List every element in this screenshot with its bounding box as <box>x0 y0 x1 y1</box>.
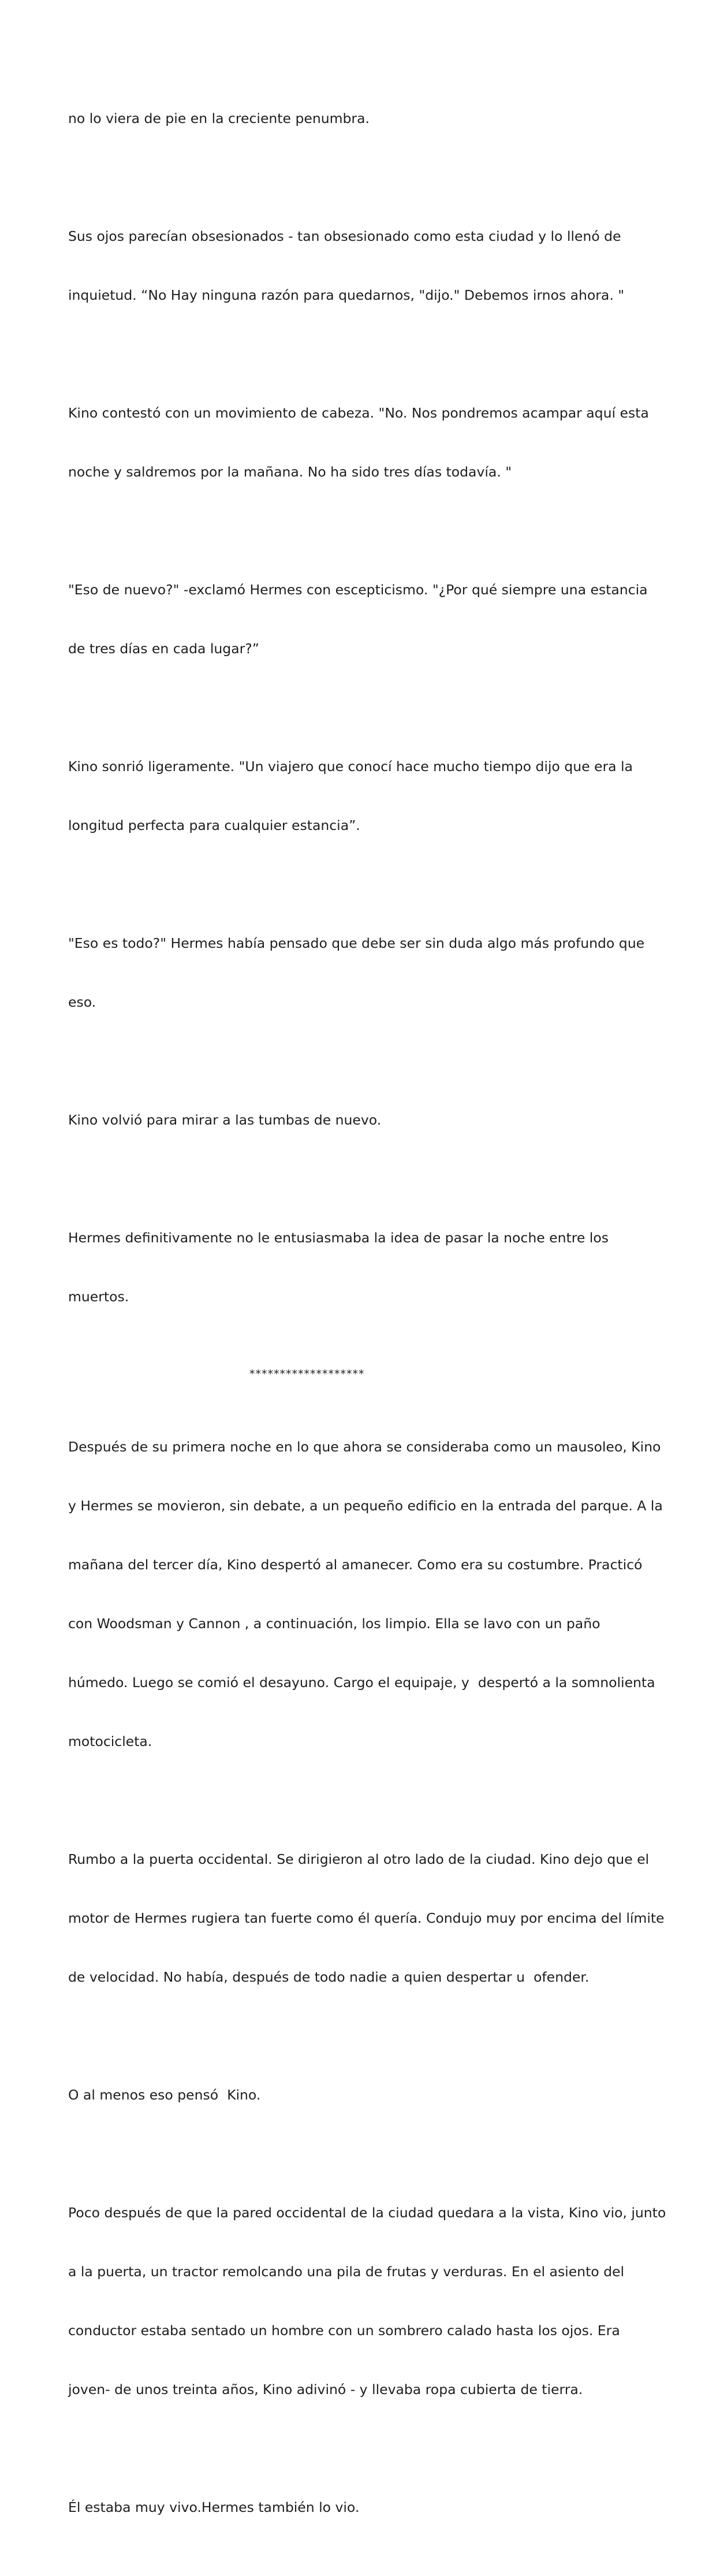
text-line: "Eso de nuevo?" -exclamó Hermes con escepticismo. "¿Por qué siempre una estancia <box>68 582 648 598</box>
text-line: de velocidad. No había, después de todo nadie a quien despertar u ofender. <box>68 1969 590 1985</box>
text-line: con Woodsman y Cannon , a continuación, los limpio. Ella se lavo con un paño <box>68 1615 601 1632</box>
paragraph <box>68 2458 657 2556</box>
text-line: y Hermes se movieron, sin debate, a un pequeño edificio en la entrada del parque. A la <box>68 1498 663 1514</box>
text-line: inquietud. “No Hay ninguna razón para quedarnos, "dijo." Debemos irnos ahora. " <box>68 287 625 303</box>
text-line: no lo viera de pie en la creciente penumbra. <box>68 110 370 126</box>
paragraph <box>68 894 657 1051</box>
paragraph <box>68 1071 657 1169</box>
text-line: de tres días en cada lugar?” <box>68 641 259 657</box>
text-line: longitud perfecta para cualquier estancia”. <box>68 817 360 833</box>
text-line: O al menos eso pensó Kino. <box>68 2087 261 2103</box>
paragraph <box>68 187 657 344</box>
paragraph <box>68 2046 657 2144</box>
text-line: Después de su primera noche en lo que ahora se consideraba como un mausoleo, Kino <box>68 1439 661 1455</box>
paragraph <box>68 541 657 698</box>
paragraph <box>68 69 657 167</box>
text-line: motor de Hermes rugiera tan fuerte como él quería. Condujo muy por encima del límite <box>68 1910 665 1926</box>
text-line: Rumbo a la puerta occidental. Se dirigieron al otro lado de la ciudad. Kino dejo que el <box>68 1851 650 1867</box>
text-line: noche y saldremos por la mañana. No ha sido tres días todavía. " <box>68 464 512 480</box>
paragraph <box>68 1398 663 1790</box>
text-line: conductor estaba sentado un hombre con un sombrero calado hasta los ojos. Era <box>68 2322 620 2339</box>
text-line: Él estaba muy vivo.Hermes también lo vio. <box>68 2499 360 2515</box>
text-line: a la puerta, un tractor remolcando una pila de frutas y verduras. En el asiento del <box>68 2264 625 2280</box>
paragraph <box>68 717 657 874</box>
text-line: Sus ojos parecían obsesionados - tan obsesionado como esta ciudad y lo llenó de <box>68 228 621 244</box>
document-body <box>68 69 666 2576</box>
paragraph <box>68 1810 665 2026</box>
text-line: eso. <box>68 994 96 1010</box>
text-line: joven- de unos treinta años, Kino adivinó - y llevaba ropa cubierta de tierra. <box>68 2381 583 2398</box>
text-line: Kino volvió para mirar a las tumbas de nuevo. <box>68 1112 382 1128</box>
paragraph <box>68 364 657 521</box>
text-line: muertos. <box>68 1289 129 1305</box>
text-line: Hermes definitivamente no le entusiasmaba la idea de pasar la noche entre los <box>68 1230 609 1246</box>
text-line: Kino contestó con un movimiento de cabeza. "No. Nos pondremos acampar aquí esta <box>68 405 649 421</box>
text-line: húmedo. Luego se comió el desayuno. Cargo el equipaje, y despertó a la somnolienta <box>68 1674 655 1691</box>
section-separator: ******************* <box>249 1368 365 1380</box>
text-line: mañana del tercer día, Kino despertó al amanecer. Como era su costumbre. Practicó <box>68 1557 643 1573</box>
text-line: "Eso es todo?" Hermes había pensado que debe ser sin duda algo más profundo que <box>68 935 645 951</box>
text-line: Kino sonrió ligeramente. "Un viajero que conocí hace mucho tiempo dijo que era la <box>68 758 633 775</box>
text-line: Poco después de que la pared occidental de la ciudad quedara a la vista, Kino vio, junto <box>68 2205 666 2221</box>
paragraph <box>68 2164 666 2439</box>
paragraph <box>68 1189 657 1346</box>
text-line: motocicleta. <box>68 1733 152 1749</box>
